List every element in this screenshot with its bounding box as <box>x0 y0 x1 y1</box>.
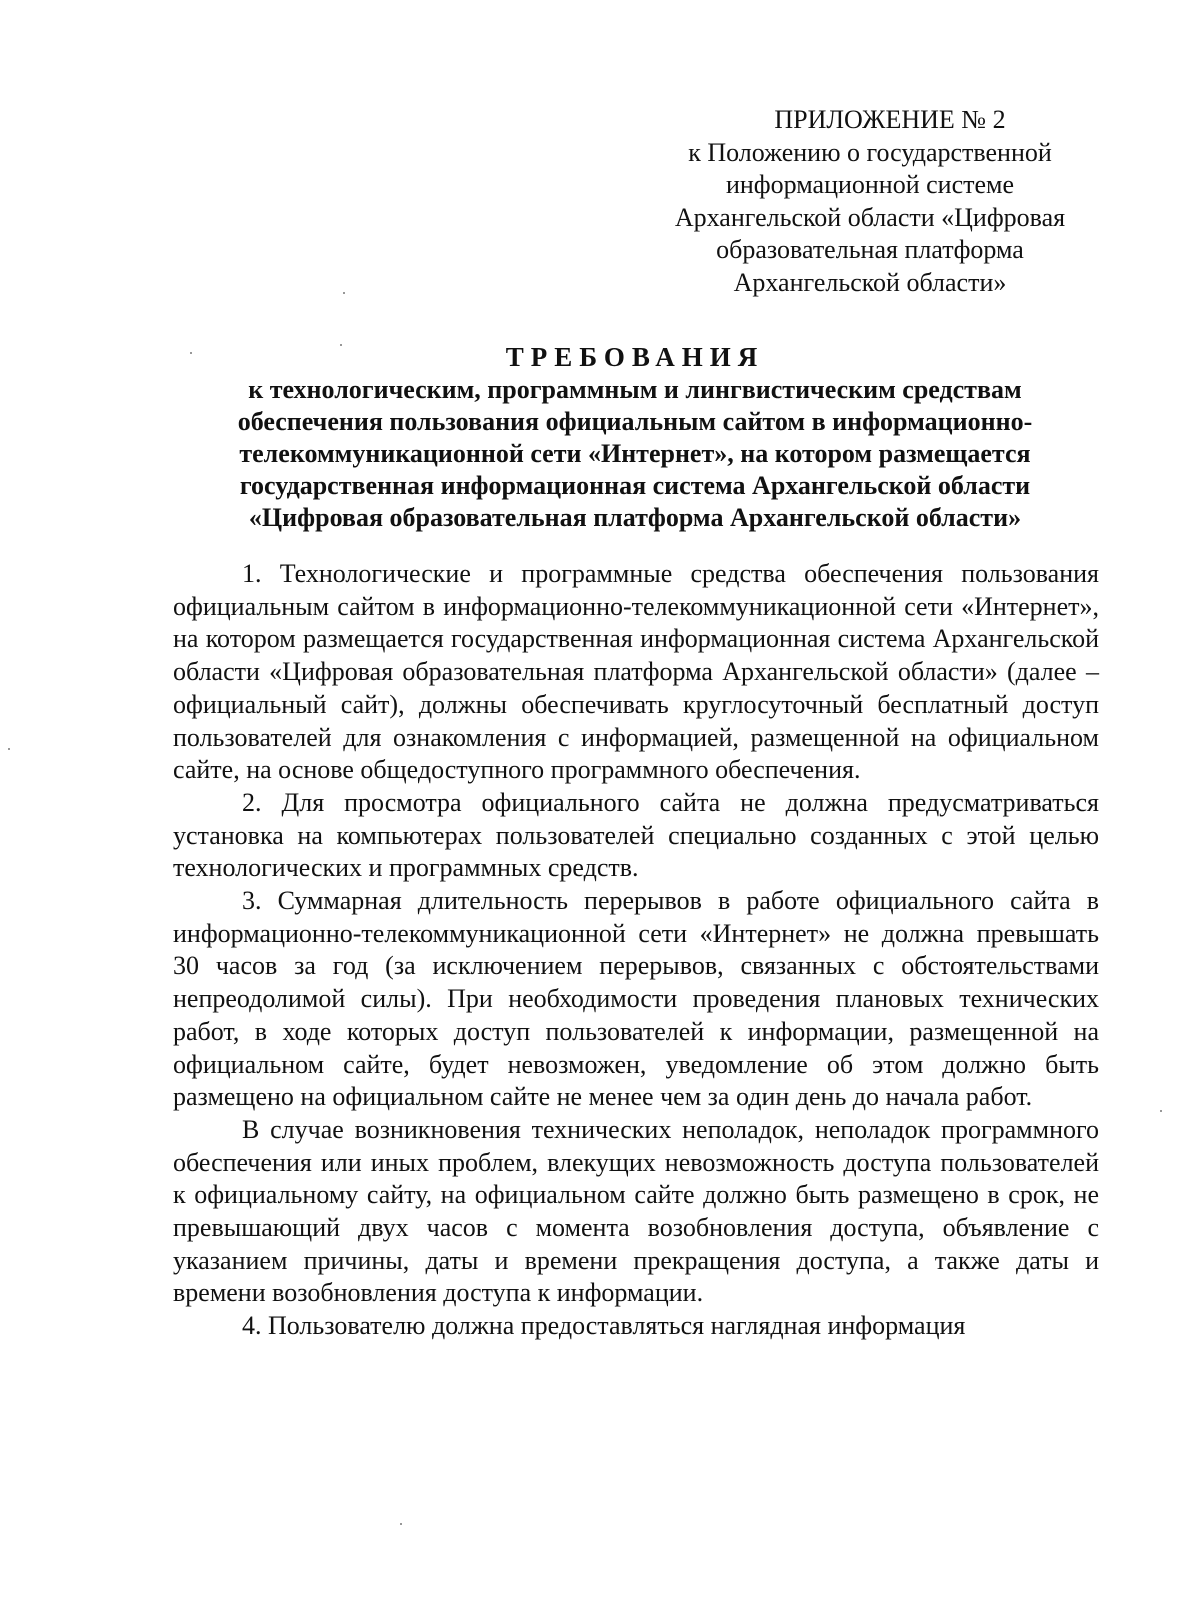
heading-line: государственная информационная система Архангельской области <box>239 471 1031 500</box>
heading-line: «Цифровая образовательная платформа Архангельской области» <box>248 503 1022 532</box>
paragraph: 4. Пользователю должна предоставляться наглядная информация <box>242 1311 966 1341</box>
appendix-block <box>640 104 1100 299</box>
paragraph: 2. Для просмотра официального сайта не должна предусматриваться установка на компьютерах пользователей специально созданных с этой целью технологических и программных средств. <box>173 787 1099 883</box>
heading-line: обеспечения пользования официальным сайтом в информационно- <box>237 407 1033 436</box>
paragraph: 3. Суммарная длительность перерывов в работе официального сайта в информационно-телекоммуникационной сети «Интернет» не должна превышать 30 часов за год (за исключением перерывов, связанных с обстоятельствами непреодолимой силы). При необходимости проведения плановых технических работ, в ходе которых доступ пользователей к информации, размещенной на официальном сайте, будет невозможен, уведомление об этом должно быть размещено на официальном сайте не менее чем за один день до начала работ. <box>173 886 1099 1112</box>
heading-line: к технологическим, программным и лингвистическим средствам <box>248 375 1022 404</box>
appendix-title: ПРИЛОЖЕНИЕ № 2 <box>774 105 1006 134</box>
scan-speck <box>190 352 192 354</box>
appendix-line: Архангельской области «Цифровая <box>674 202 1066 232</box>
scan-speck <box>8 748 10 750</box>
scan-speck <box>340 344 342 346</box>
appendix-line: Архангельской области» <box>733 267 1007 297</box>
document-heading <box>170 340 1100 534</box>
appendix-line: к Положению о государственной <box>688 137 1052 167</box>
scan-speck <box>1160 1110 1162 1112</box>
heading-title: ТРЕБОВАНИЯ <box>505 342 765 372</box>
paragraph: 1. Технологические и программные средства обеспечения пользования официальным сайтом в информационно-телекоммуникационной сети «Интернет», на котором размещается государственная информационная система Архангельской области «Цифровая образовательная платформа Архангельской области» (далее – официальный сайт), должны обеспечивать круглосуточный бесплатный доступ пользователей для ознакомления с информацией, размещенной на официальном сайте, на основе общедоступного программного обеспечения. <box>173 559 1099 785</box>
heading-line: телекоммуникационной сети «Интернет», на котором размещается <box>239 439 1031 468</box>
scan-speck <box>400 1523 402 1525</box>
appendix-line: информационной системе <box>725 170 1015 199</box>
paragraph: В случае возникновения технических неполадок, неполадок программного обеспечения или иных проблем, влекущих невозможность доступа пользователей к официальному сайту, на официальном сайте должно быть размещено в срок, не превышающий двух часов с момента возобновления доступа, объявление с указанием причины, даты и времени прекращения доступа, а также даты и времени возобновления доступа к информации. <box>173 1114 1099 1308</box>
appendix-line: образовательная платформа <box>716 235 1024 264</box>
scan-speck <box>343 292 345 294</box>
document-body <box>173 558 1099 1343</box>
